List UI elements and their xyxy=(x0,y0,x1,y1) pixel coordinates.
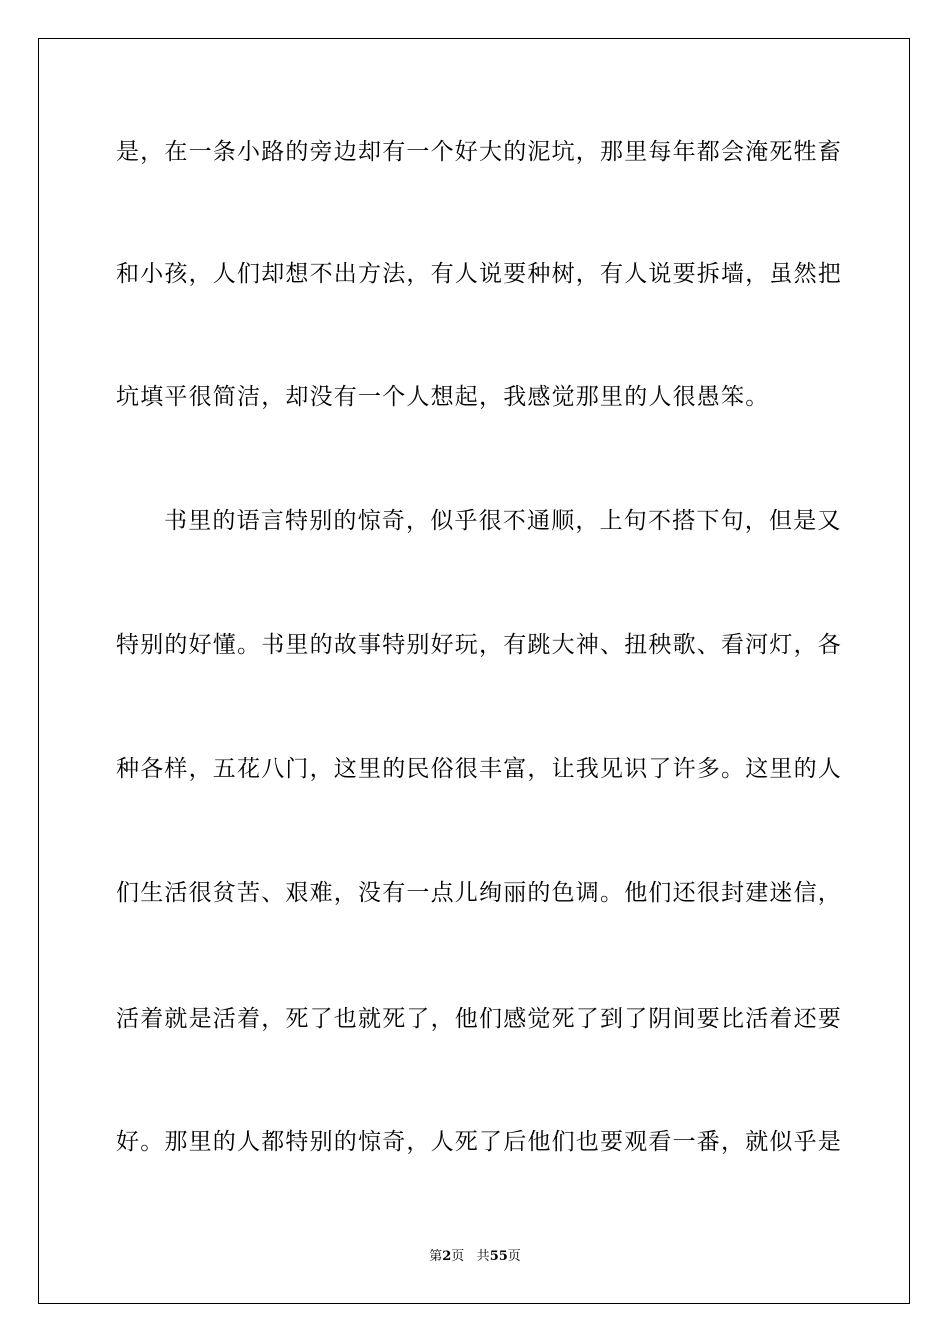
page-border xyxy=(38,38,910,1304)
text-line-5: 特别的好懂。书里的故事特别好玩，有跳大神、扭秧歌、看河灯，各 xyxy=(116,632,842,658)
text-line-8: 活着就是活着，死了也就死了，他们感觉死了到了阴间要比活着还要 xyxy=(116,1006,842,1032)
footer-page-prefix: 第 xyxy=(429,1249,443,1264)
footer-page-total: 55 xyxy=(489,1249,508,1264)
page-footer xyxy=(0,1248,950,1266)
footer-page-current: 2 xyxy=(442,1249,452,1264)
footer-page-suffix: 页 xyxy=(451,1249,465,1264)
text-line-1: 是，在一条小路的旁边却有一个好大的泥坑，那里每年都会淹死牲畜 xyxy=(116,139,842,165)
text-line-6: 种各样，五花八门，这里的民俗很丰富，让我见识了许多。这里的人 xyxy=(116,756,842,782)
text-line-9: 好。那里的人都特别的惊奇，人死了后他们也要观看一番，就似乎是 xyxy=(116,1129,842,1155)
footer-total-suffix: 页 xyxy=(507,1249,521,1264)
text-line-4-paragraph-start: 书里的语言特别的惊奇，似乎很不通顺，上句不搭下句，但是又 xyxy=(164,508,842,534)
text-line-2: 和小孩，人们却想不出方法，有人说要种树，有人说要拆墙，虽然把 xyxy=(116,261,842,287)
footer-total-prefix: 共 xyxy=(476,1249,490,1264)
text-line-7: 们生活很贫苦、艰难，没有一点儿绚丽的色调。他们还很封建迷信， xyxy=(116,880,842,906)
text-line-3: 坑填平很简洁，却没有一个人想起，我感觉那里的人很愚笨。 xyxy=(116,384,770,410)
